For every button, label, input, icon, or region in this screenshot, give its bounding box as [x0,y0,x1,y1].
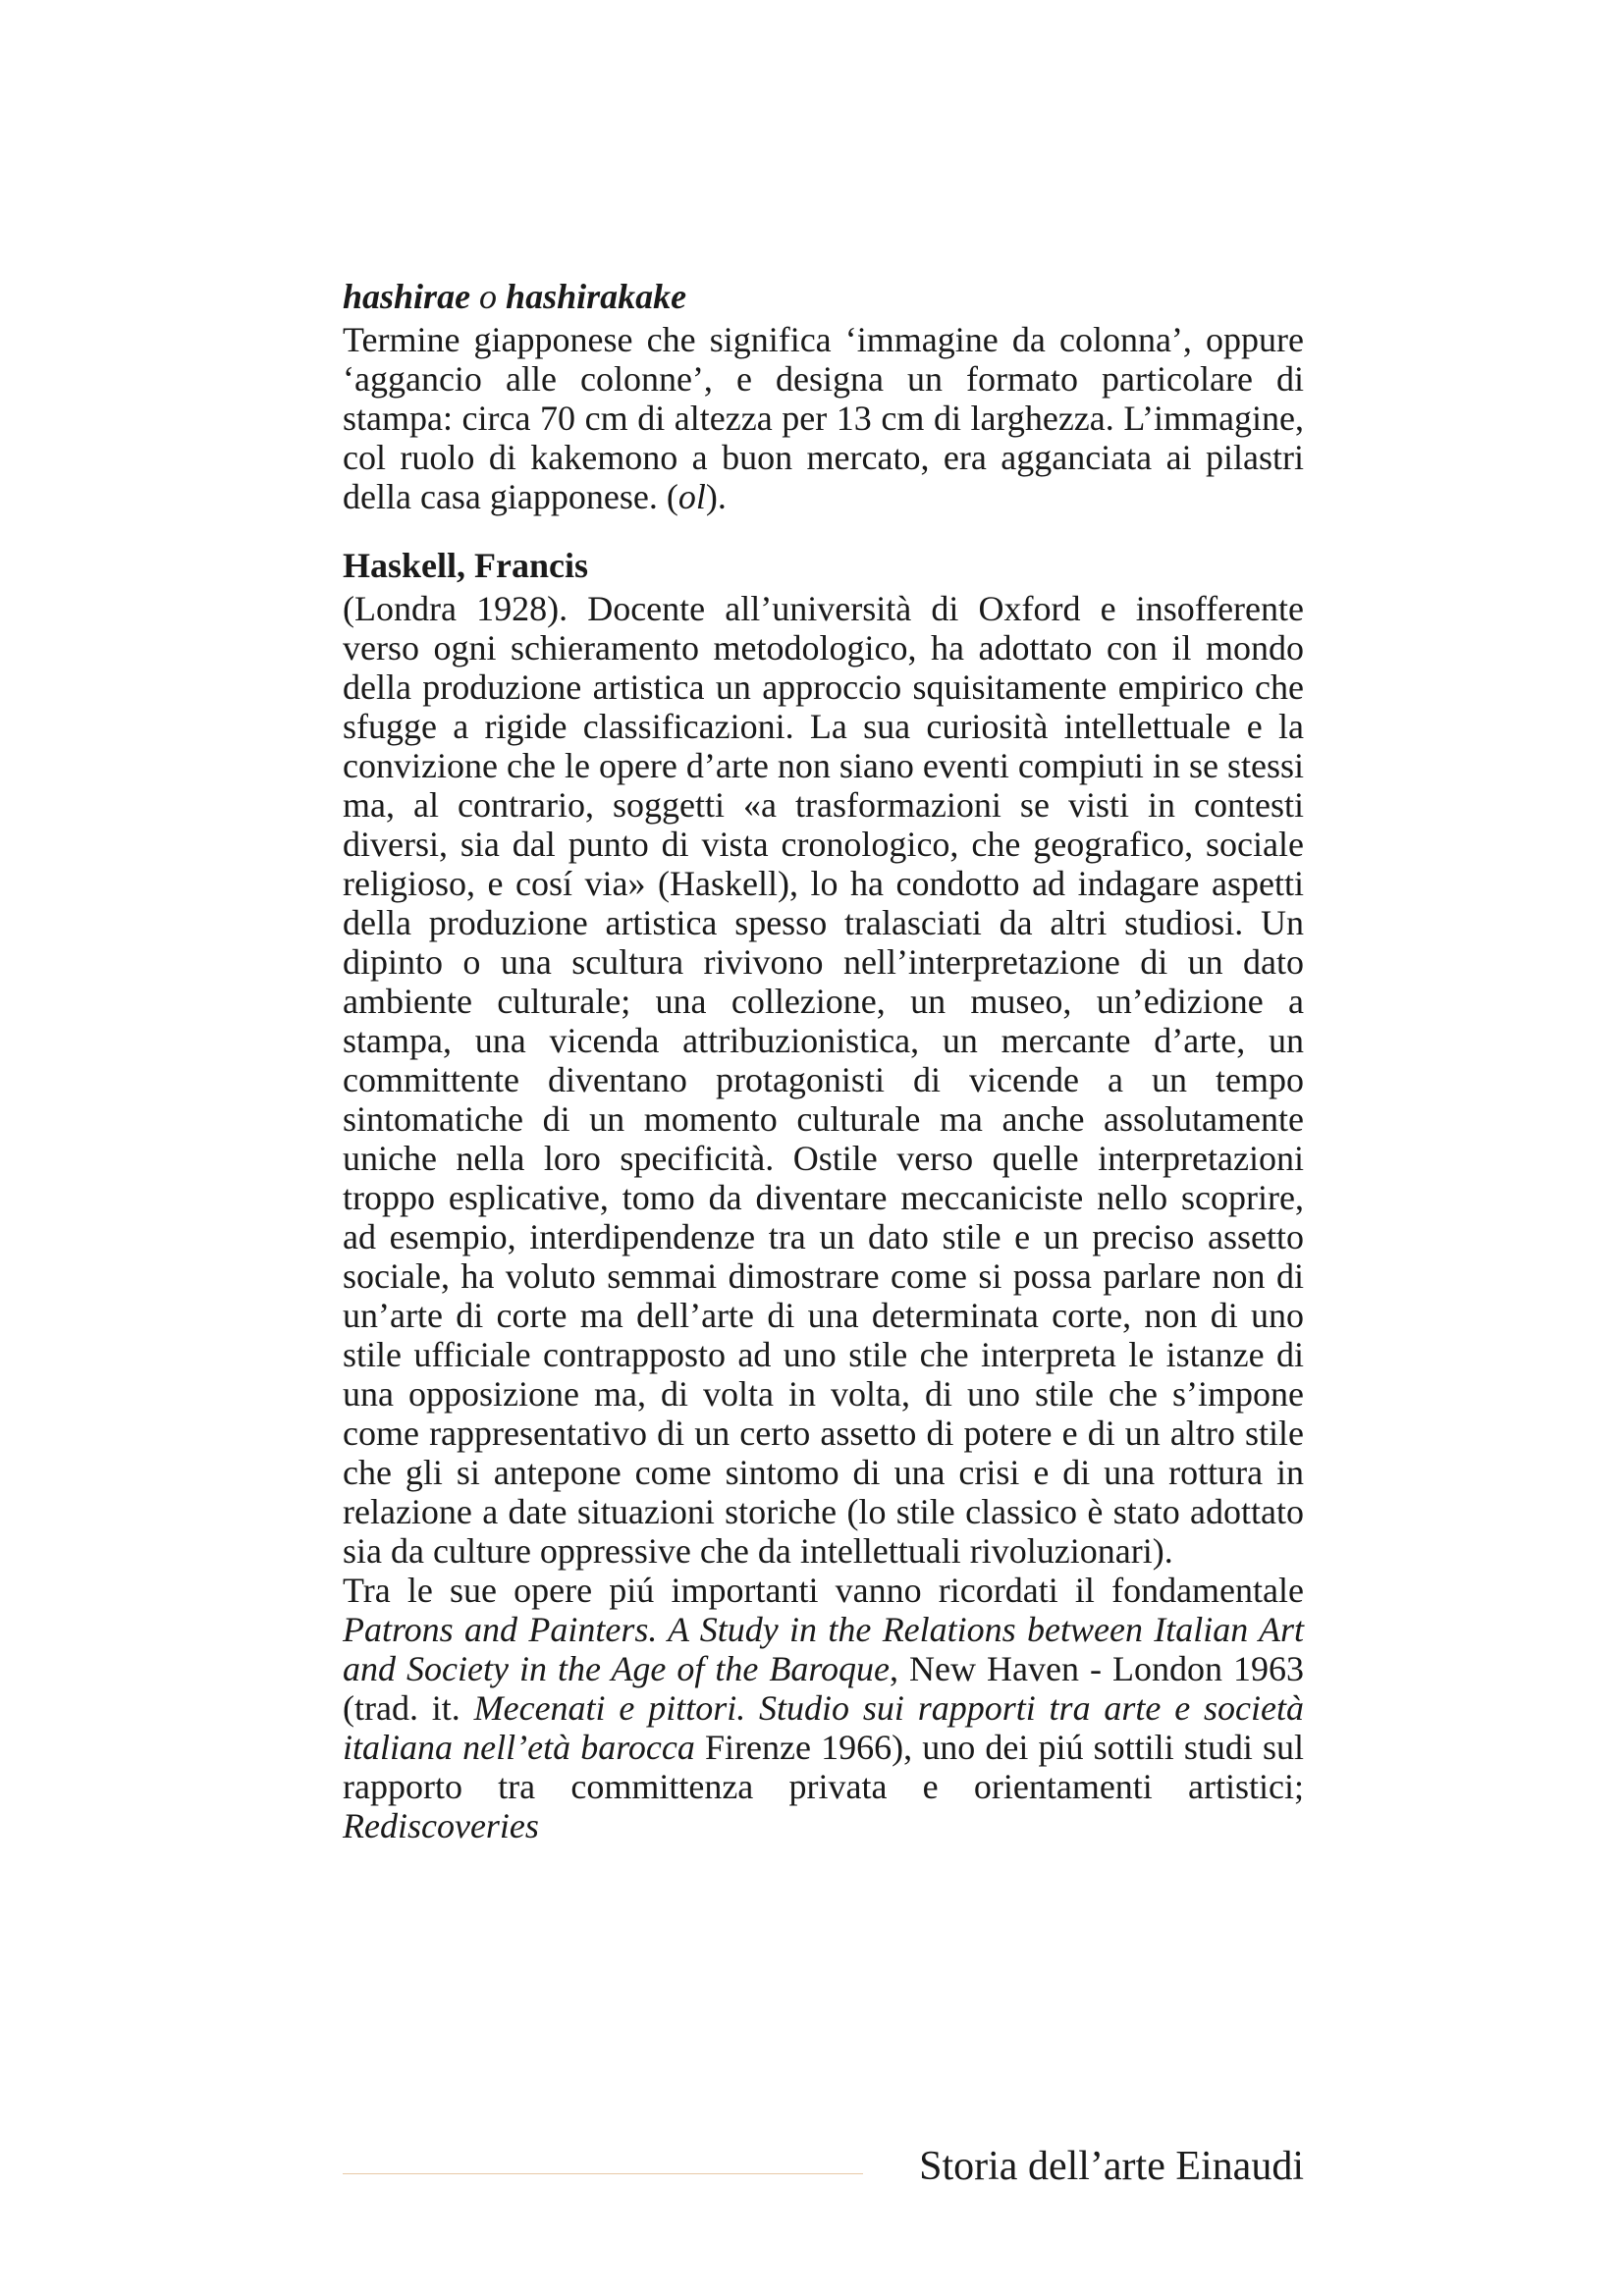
work-it-publication: Firenze 1966), uno dei piú sottili studi sul rapporto tra committenza privata e orientamenti artistici; [343,1728,1305,1806]
entry-body-haskell [343,589,1304,1845]
work-title-patrons: Patrons and Painters. A Study in the Relations between Italian Art and Society in the Age of the Baroque [343,1610,1304,1688]
footer-rule [343,2173,863,2174]
page-content [343,275,1304,1845]
work-title-mecenati: Mecenati e pittori. Studio sui rapporti tra arte e società italiana nell’età barocca [343,1688,1304,1767]
entry-body-hashirae [343,320,1304,516]
work-title-rediscoveries: Rediscoveries [343,1806,539,1845]
entry-paragraph [343,320,1304,516]
entry-term-a: hashirae [343,277,471,316]
footer-publication-title: Storia dell’arte Einaudi [919,2144,1304,2189]
page-footer [343,2140,1304,2199]
entry-conjunction: o [479,277,498,316]
entry-text: Termine giapponese che significa ‘immagine da colonna’, oppure ‘aggancio alle colonne’, e designa un formato particolare di stampa: circa 70 cm di altezza per 13 cm di larghezza. L’immagine, col ruolo di kakemono a buon mercato, era agganciata ai pilastri della casa giapponese. [343,320,1304,516]
paragraph-intro: Tra le sue opere piú importanti vanno ricordati il fondamentale [343,1571,1304,1610]
signature-open: ( [657,477,678,516]
work-publication: , New Haven - London 1963 (trad. it. [343,1649,1304,1728]
entry-paragraph-2 [343,1571,1304,1845]
signature-close: ). [705,477,727,516]
entry-heading-hashirae [343,275,1304,318]
entry-heading-haskell: Haskell, Francis [343,546,588,585]
entry-paragraph-1: (Londra 1928). Docente all’università di Oxford e insofferente verso ogni schieramento metodologico, ha adottato con il mondo della produzione artistica un approccio squisitamente empirico che sfugge a rigide classificazioni. La sua curiosità intellettuale e la convizione che le opere d’arte non siano eventi compiuti in se stessi ma, al contrario, soggetti «a trasformazioni se visti in contesti diversi, sia dal punto di vista cronologico, che geografico, sociale religioso, e cosí via» (Haskell), lo ha condotto ad indagare aspetti della produzione artistica spesso tralasciati da altri studiosi. Un dipinto o una scultura rivivono nell’interpretazione di un dato ambiente culturale; una collezione, un museo, un’edizione a stampa, una vicenda attribuzionistica, un mercante d’arte, un committente diventano protagonisti di vicende a un tempo sintomatiche di un momento culturale ma anche assolutamente uniche nella loro specificità. Ostile verso quelle interpretazioni troppo esplicative, tomo da diventare meccaniciste nello scoprire, ad esempio, interdipendenze tra un dato stile e un preciso assetto sociale, ha voluto semmai dimostrare come si possa parlare non di un’arte di corte ma dell’arte di una determinata corte, non di uno stile ufficiale contrapposto ad uno stile che interpreta le istanze di una opposizione ma, di volta in volta, di uno stile che s’impone come rappresentativo di un certo assetto di potere e di un altro stile che gli si antepone come sintomo di una crisi e di una rottura in relazione a date situazioni storiche (lo stile classico è stato adottato sia da culture oppressive che da intellettuali rivoluzionari). [343,589,1304,1571]
entry-term-b: hashirakake [506,277,687,316]
author-signature: ol [677,477,706,516]
